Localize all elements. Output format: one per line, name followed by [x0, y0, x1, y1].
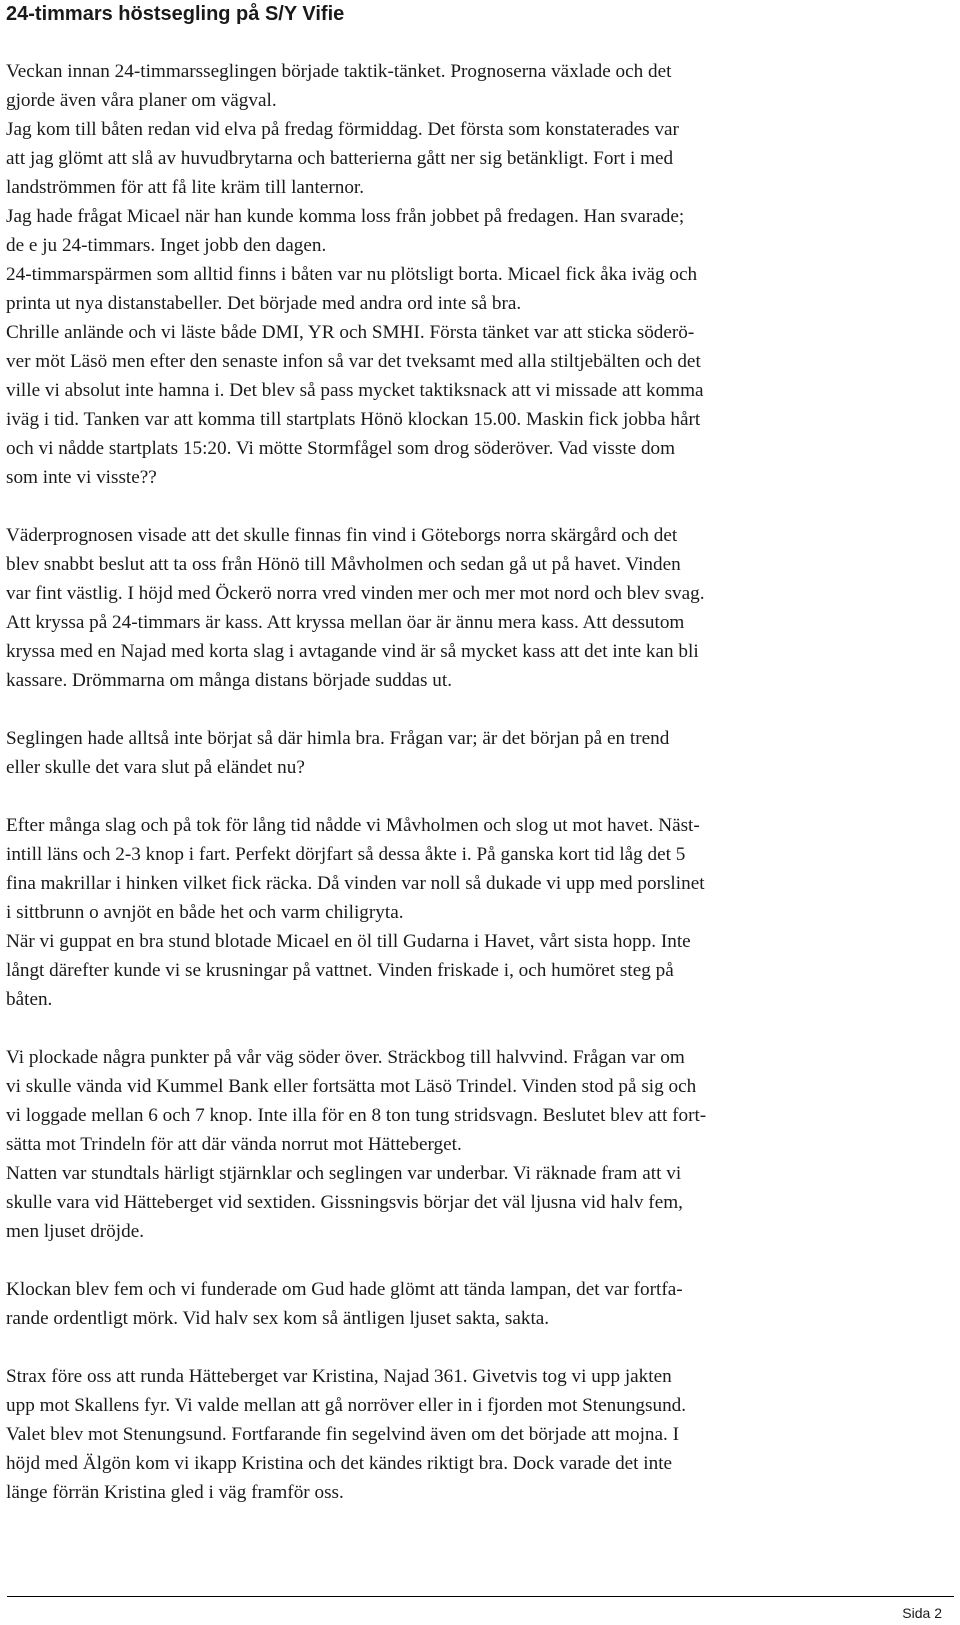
text-line: de e ju 24-timmars. Inget jobb den dagen.: [6, 235, 327, 256]
paragraph: [6, 1043, 931, 1246]
text-line: intill läns och 2-3 knop i fart. Perfekt dörjfart så dessa åkte i. På ganska kort tid låg det 5: [6, 844, 686, 865]
text-line: skulle vara vid Hätteberget vid sextiden. Gissningsvis börjar det väl ljusna vid halv fem,: [6, 1192, 683, 1213]
text-line: ver möt Läsö men efter den senaste infon så var det tveksamt med alla stiltjebälten och det: [6, 351, 701, 372]
text-line: landströmmen för att få lite kräm till lanternor.: [6, 177, 365, 198]
text-line: Natten var stundtals härligt stjärnklar och seglingen var underbar. Vi räknade fram att vi: [6, 1163, 682, 1184]
text-line: Efter många slag och på tok för lång tid nådde vi Måvholmen och slog ut mot havet. Näst-: [6, 815, 700, 836]
text-line: blev snabbt beslut att ta oss från Hönö till Måvholmen och sedan gå ut på havet. Vinden: [6, 554, 681, 575]
text-line: Vi plockade några punkter på vår väg söder över. Sträckbog till halvvind. Frågan var om: [6, 1047, 685, 1068]
footer-rule: [7, 1596, 954, 1597]
text-line: båten.: [6, 989, 53, 1010]
text-line: rande ordentligt mörk. Vid halv sex kom så äntligen ljuset sakta, sakta.: [6, 1308, 550, 1329]
document-title: 24-timmars höstsegling på S/Y Vifie: [6, 3, 345, 25]
text-line: Strax före oss att runda Hätteberget var Kristina, Najad 361. Givetvis tog vi upp jakten: [6, 1366, 672, 1387]
text-line: eller skulle det vara slut på eländet nu?: [6, 757, 305, 778]
text-line: upp mot Skallens fyr. Vi valde mellan att gå norröver eller in i fjorden mot Stenungsund.: [6, 1395, 687, 1416]
text-line: ville vi absolut inte hamna i. Det blev så pass mycket taktiksnack att vi missade att komma: [6, 380, 704, 401]
text-line: Seglingen hade alltså inte börjat så där himla bra. Frågan var; är det början på en trend: [6, 728, 670, 749]
text-line: var fint västlig. I höjd med Öckerö norra vred vinden mer och mer mot nord och blev svag.: [6, 583, 705, 604]
text-line: vi skulle vända vid Kummel Bank eller fortsätta mot Läsö Trindel. Vinden stod på sig och: [6, 1076, 697, 1097]
text-line: kassare. Drömmarna om många distans började suddas ut.: [6, 670, 452, 691]
text-line: länge förrän Kristina gled i väg framför oss.: [6, 1482, 344, 1503]
text-line: sätta mot Trindeln för att där vända norrut mot Hätteberget.: [6, 1134, 462, 1155]
text-line: iväg i tid. Tanken var att komma till startplats Hönö klockan 15.00. Maskin fick jobba hårt: [6, 409, 701, 430]
paragraph: [6, 1362, 931, 1507]
text-line: vi loggade mellan 6 och 7 knop. Inte illa för en 8 ton tung stridsvagn. Beslutet blev att fort-: [6, 1105, 707, 1126]
text-line: printa ut nya distanstabeller. Det började med andra ord inte så bra.: [6, 293, 522, 314]
text-line: 24-timmarspärmen som alltid finns i båten var nu plötsligt borta. Micael fick åka iväg och: [6, 264, 698, 285]
text-line: Väderprognosen visade att det skulle finnas fin vind i Göteborgs norra skärgård och det: [6, 525, 678, 546]
document-page: [6, 0, 931, 1507]
paragraph: [6, 1275, 931, 1333]
text-line: höjd med Älgön kom vi ikapp Kristina och det kändes riktigt bra. Dock varade det inte: [6, 1453, 673, 1474]
paragraph: [6, 811, 931, 1014]
text-line: Att kryssa på 24-timmars är kass. Att kryssa mellan öar är ännu mera kass. Att dessutom: [6, 612, 685, 633]
page-number: Sida 2: [902, 1605, 942, 1621]
text-line: men ljuset dröjde.: [6, 1221, 145, 1242]
paragraph: [6, 57, 931, 492]
text-line: Veckan innan 24-timmarsseglingen började taktik-tänket. Prognoserna växlade och det: [6, 61, 672, 82]
text-line: Jag kom till båten redan vid elva på fredag förmiddag. Det första som konstaterades var: [6, 119, 679, 140]
text-line: gjorde även våra planer om vägval.: [6, 90, 277, 111]
text-line: Jag hade frågat Micael när han kunde komma loss från jobbet på fredagen. Han svarade;: [6, 206, 685, 227]
text-line: kryssa med en Najad med korta slag i avtagande vind är så mycket kass att det inte kan bli: [6, 641, 699, 662]
text-line: Klockan blev fem och vi funderade om Gud hade glömt att tända lampan, det var fortfa-: [6, 1279, 683, 1300]
document-body: [6, 57, 931, 1507]
text-line: långt därefter kunde vi se krusningar på vattnet. Vinden friskade i, och humöret steg på: [6, 960, 674, 981]
page-footer: [0, 1596, 960, 1625]
text-line: att jag glömt att slå av huvudbrytarna och batterierna gått ner sig betänkligt. Fort i med: [6, 148, 674, 169]
text-line: och vi nådde startplats 15:20. Vi mötte Stormfågel som drog söderöver. Vad visste dom: [6, 438, 676, 459]
text-line: Chrille anlände och vi läste både DMI, YR och SMHI. Första tänket var att sticka söderö-: [6, 322, 695, 343]
text-line: i sittbrunn o avnjöt en både het och varm chiligryta.: [6, 902, 404, 923]
text-line: När vi guppat en bra stund blotade Micael en öl till Gudarna i Havet, vårt sista hopp. Inte: [6, 931, 691, 952]
paragraph: [6, 521, 931, 695]
text-line: som inte vi visste??: [6, 467, 157, 488]
text-line: fina makrillar i hinken vilket fick räcka. Då vinden var noll så dukade vi upp med porslinet: [6, 873, 705, 894]
paragraph: [6, 724, 931, 782]
text-line: Valet blev mot Stenungsund. Fortfarande fin segelvind även om det började att mojna. I: [6, 1424, 679, 1445]
